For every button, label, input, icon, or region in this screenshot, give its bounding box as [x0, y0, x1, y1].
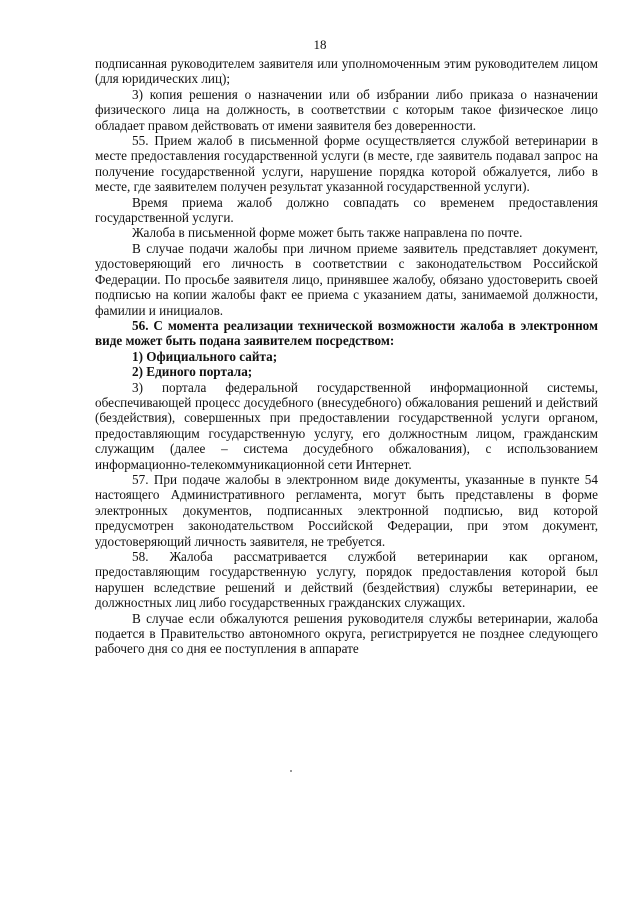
paragraph: 3) портала федеральной государственной информационной системы, обеспечивающей процесс досудебного (внесудебного) обжалования решений и действий (бездействия), совершенных при предоставлении государственной услуги органом, предоставляющим государственную услугу, его должностным лицом, гражданским служащим (далее – система досудебного обжалования), с использованием информационно-телекоммуникационной сети Интернет.	[95, 379, 598, 472]
paragraph: Время приема жалоб должно совпадать со временем предоставления государственной услуги.	[95, 194, 598, 226]
scan-speck	[290, 770, 292, 772]
paragraph: Жалоба в письменной форме может быть также направлена по почте.	[132, 225, 523, 241]
paragraph: 1) Официального сайта;	[132, 348, 278, 364]
paragraph: 3) копия решения о назначении или об избрании либо приказа о назначении физического лица на должность, в соответствии с которым такое физическое лицо обладает правом действовать от имени заявителя без доверенности.	[95, 86, 598, 133]
paragraph: 56. С момента реализации технической возможности жалоба в электронном виде может быть подана заявителем посредством:	[95, 317, 598, 349]
paragraph: 58. Жалоба рассматривается службой ветеринарии как органом, предоставляющим государственную услугу, порядок предоставления которой был нарушен вследствие решений и действий (бездействия) службы ветеринарии, ее должностных лиц либо государственных гражданских служащих.	[95, 549, 598, 611]
paragraph: 2) Единого портала;	[132, 364, 253, 380]
paragraph: 55. Прием жалоб в письменной форме осуществляется службой ветеринарии в месте предоставления государственной услуги (в месте, где заявитель подавал запрос на получение государственной услуги, нарушение порядка которой обжалуется, либо в месте, где заявителем получен результат указанной государственной услуги).	[95, 133, 598, 195]
paragraph: В случае если обжалуются решения руководителя службы ветеринарии, жалоба подается в Правительство автономного округа, регистрируется не позднее следующего рабочего дня со дня ее поступления в аппарате	[95, 610, 598, 657]
paragraph: подписанная руководителем заявителя или уполномоченным этим руководителем лицом (для юридических лиц);	[95, 56, 598, 87]
paragraph: В случае подачи жалобы при личном приеме заявитель представляет документ, удостоверяющий его личность в соответствии с законодательством Российской Федерации. По просьбе заявителя лицо, принявшее жалобу, обязано удостоверить своей подписью на копии жалобы факт ее приема с указанием даты, занимаемой должности, фамилии и инициалов.	[95, 240, 598, 318]
page-number: 18	[313, 37, 327, 52]
paragraph: 57. При подаче жалобы в электронном виде документы, указанные в пункте 54 настоящего Административного регламента, могут быть представлены в форме электронных документов, подписанных электронной подписью, вид которой предусмотрен законодательством Российской Федерации, при этом документ, удостоверяющий личность заявителя, не требуется.	[95, 471, 598, 549]
body-text	[95, 56, 598, 657]
